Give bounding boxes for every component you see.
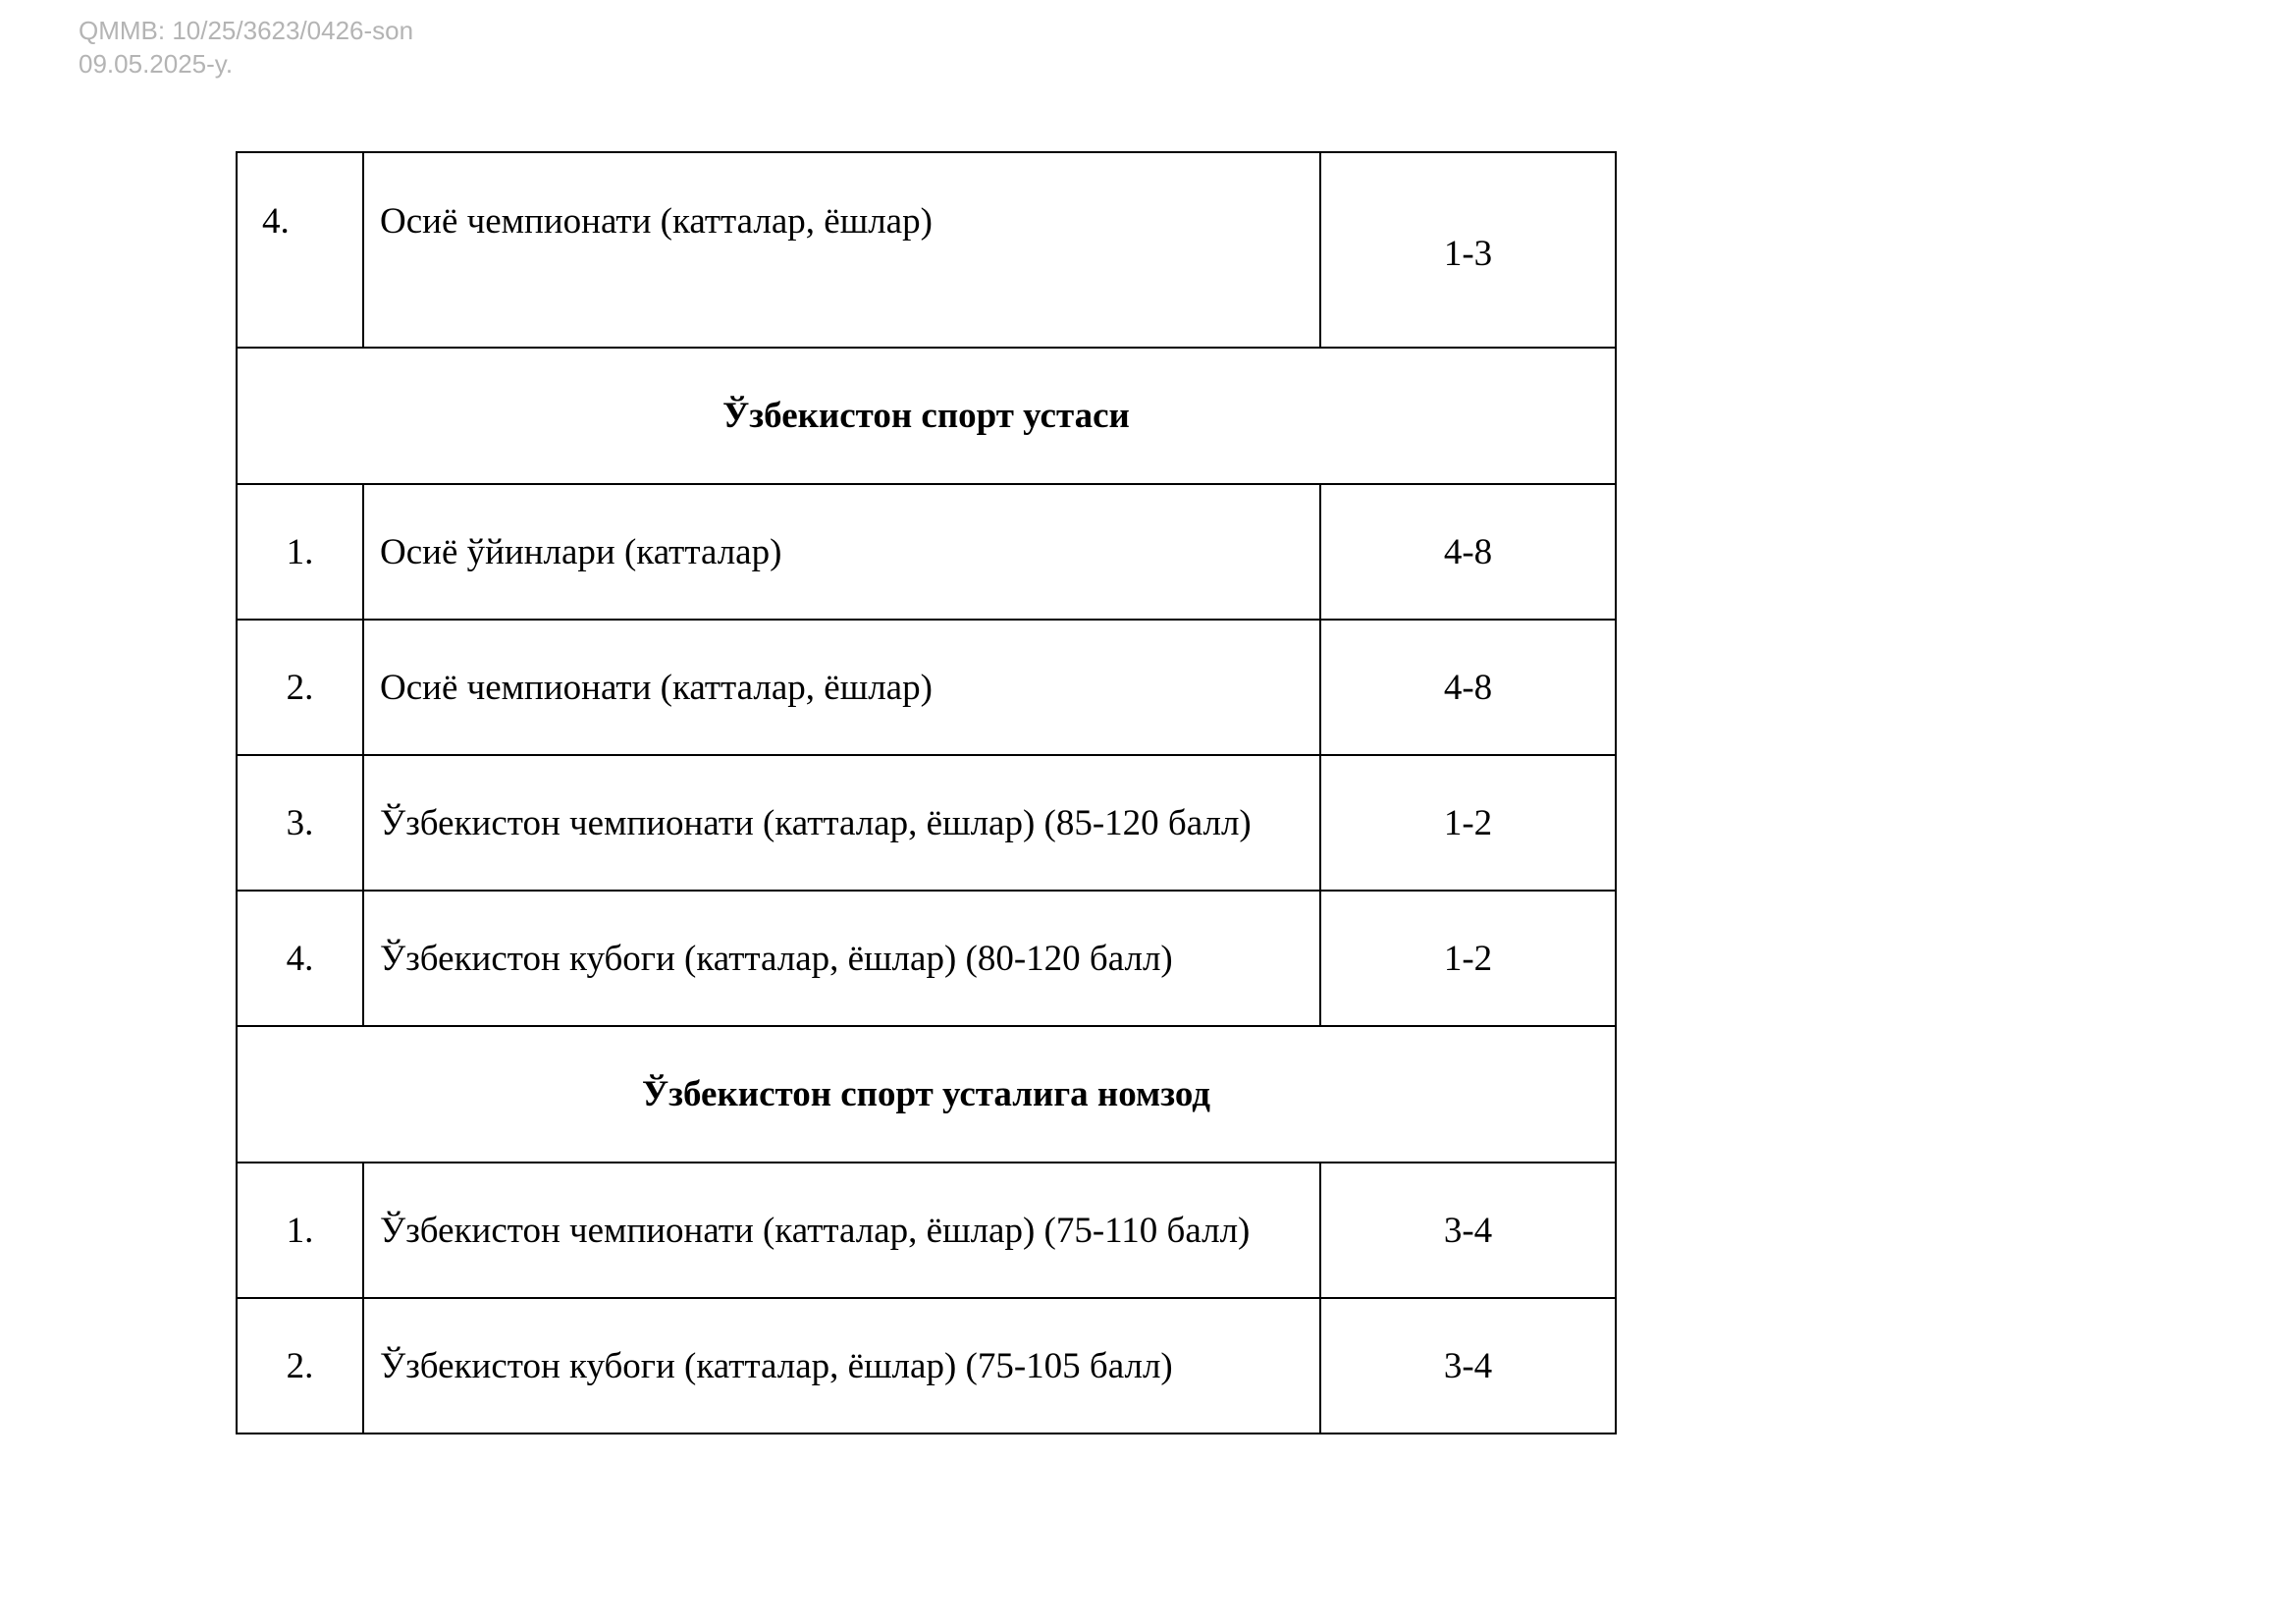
place-range: 1-2	[1320, 891, 1616, 1026]
place-range: 3-4	[1320, 1163, 1616, 1298]
competition-name: Осиё чемпионати (катталар, ёшлар)	[363, 152, 1320, 348]
row-number: 2.	[237, 620, 363, 755]
row-number: 4.	[237, 152, 363, 348]
place-range: 1-3	[1320, 152, 1616, 348]
row-number: 4.	[237, 891, 363, 1026]
registration-date: 09.05.2025-y.	[79, 49, 234, 79]
section-title: Ўзбекистон спорт устаси	[237, 348, 1616, 484]
competition-name: Осиё чемпионати (катталар, ёшлар)	[363, 620, 1320, 755]
registration-stamp	[79, 14, 413, 81]
competition-name: Ўзбекистон кубоги (катталар, ёшлар) (80-120 балл)	[363, 891, 1320, 1026]
table-row	[237, 891, 1616, 1026]
table-row	[237, 1163, 1616, 1298]
section-header-row	[237, 1026, 1616, 1163]
table-row	[237, 152, 1616, 348]
competition-name: Ўзбекистон чемпионати (катталар, ёшлар) (85-120 балл)	[363, 755, 1320, 891]
place-range: 4-8	[1320, 484, 1616, 620]
ranking-table	[236, 151, 1617, 1434]
table-row	[237, 1298, 1616, 1434]
registration-number: QMMB: 10/25/3623/0426-son	[79, 16, 414, 45]
row-number: 2.	[237, 1298, 363, 1434]
place-range: 4-8	[1320, 620, 1616, 755]
place-range: 1-2	[1320, 755, 1616, 891]
competition-name: Осиё ўйинлари (катталар)	[363, 484, 1320, 620]
row-number: 1.	[237, 484, 363, 620]
row-number: 1.	[237, 1163, 363, 1298]
table-row	[237, 484, 1616, 620]
table-row	[237, 755, 1616, 891]
place-range: 3-4	[1320, 1298, 1616, 1434]
section-title: Ўзбекистон спорт усталига номзод	[237, 1026, 1616, 1163]
competition-name: Ўзбекистон кубоги (катталар, ёшлар) (75-105 балл)	[363, 1298, 1320, 1434]
competition-name: Ўзбекистон чемпионати (катталар, ёшлар) (75-110 балл)	[363, 1163, 1320, 1298]
section-header-row	[237, 348, 1616, 484]
table-row	[237, 620, 1616, 755]
row-number: 3.	[237, 755, 363, 891]
